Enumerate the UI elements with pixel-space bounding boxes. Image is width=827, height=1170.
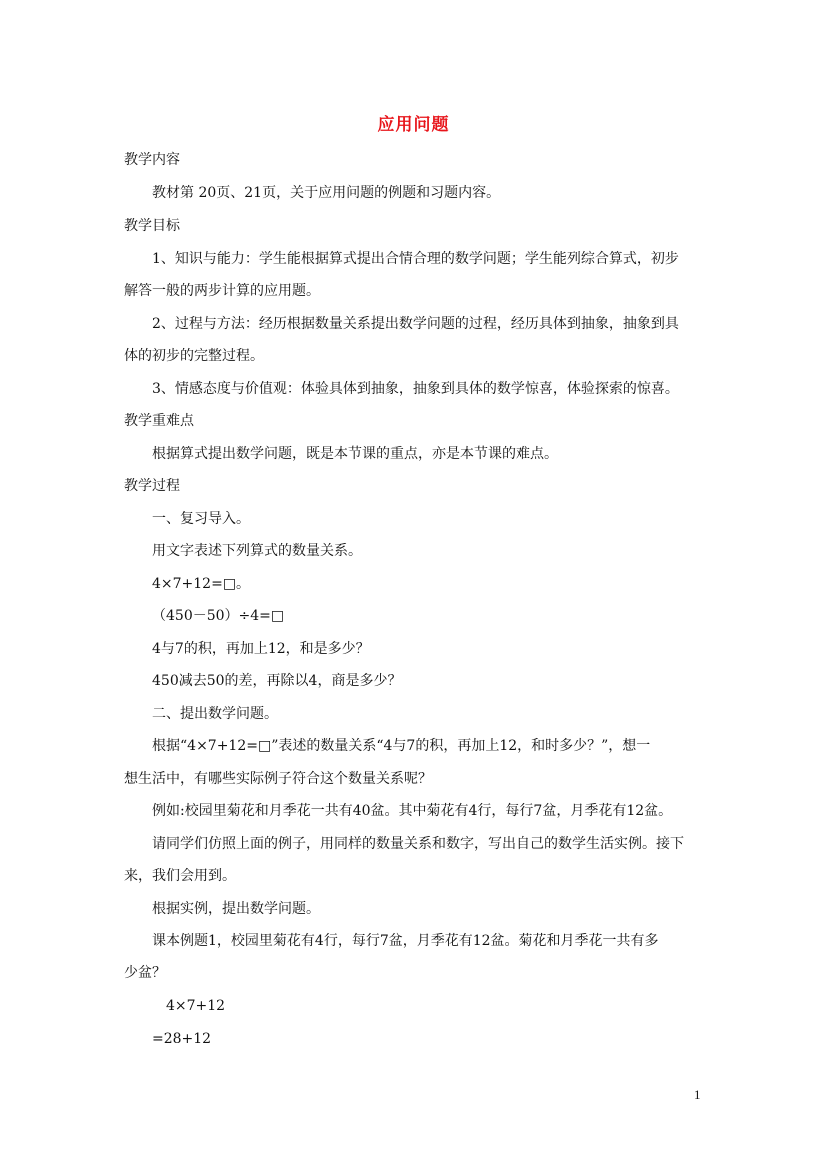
paragraph: 根据算式提出数学问题，既是本节课的重点，亦是本节课的难点。 <box>152 446 558 462</box>
paragraph: 450减去50的差，再除以4，商是多少？ <box>152 673 402 689</box>
equation: 4×7+12 <box>166 998 226 1014</box>
paragraph: 例如:校园里菊花和月季花一共有40盆。其中菊花有4行，每行7盆，月季花有12盆。 <box>152 803 673 819</box>
paragraph-continuation: 体的初步的完整过程。 <box>124 348 264 364</box>
paragraph: 4与7的积，再加上12，和是多少？ <box>152 641 370 657</box>
equation: =28+12 <box>152 1031 212 1047</box>
paragraph: 课本例题1，校园里菊花有4行，每行7盆，月季花有12盆。菊花和月季花一共有多 <box>152 933 659 949</box>
section-heading-process: 教学过程 <box>124 478 180 494</box>
paragraph: 1、知识与能力：学生能根据算式提出合情合理的数学问题；学生能列综合算式，初步 <box>152 251 679 267</box>
step-heading: 一、复习导入。 <box>152 511 250 527</box>
section-heading-objectives: 教学目标 <box>124 218 180 234</box>
paragraph: 教材第 20页、21页，关于应用问题的例题和习题内容。 <box>152 185 501 201</box>
page-title: 应用问题 <box>377 115 450 135</box>
paragraph: 用文字表述下列算式的数量关系。 <box>152 543 362 559</box>
paragraph: 根据实例，提出数学问题。 <box>152 901 320 917</box>
paragraph: 请同学们仿照上面的例子，用同样的数量关系和数字，写出自己的数学生活实例。接下 <box>152 836 684 852</box>
paragraph-continuation: 想生活中，有哪些实际例子符合这个数量关系呢？ <box>124 771 432 787</box>
equation: 4×7+12=□。 <box>152 576 251 592</box>
page-number: 1 <box>694 1087 701 1102</box>
paragraph-continuation: 少盆？ <box>124 965 166 981</box>
equation: （450－50）÷4=□ <box>152 608 285 624</box>
paragraph: 2、过程与方法：经历根据数量关系提出数学问题的过程，经历具体到抽象，抽象到具 <box>152 316 679 332</box>
paragraph-continuation: 解答一般的两步计算的应用题。 <box>124 283 320 299</box>
step-heading: 二、提出数学问题。 <box>152 706 278 722</box>
paragraph: 根据“4×7+12=□”表述的数量关系“4与7的积，再加上12，和时多少？”，想一 <box>152 738 651 754</box>
section-heading-key-points: 教学重难点 <box>124 413 194 429</box>
section-heading-content: 教学内容 <box>124 152 180 168</box>
paragraph-continuation: 来，我们会用到。 <box>124 868 236 884</box>
paragraph: 3、情感态度与价值观：体验具体到抽象，抽象到具体的数学惊喜，体验探索的惊喜。 <box>152 381 679 397</box>
